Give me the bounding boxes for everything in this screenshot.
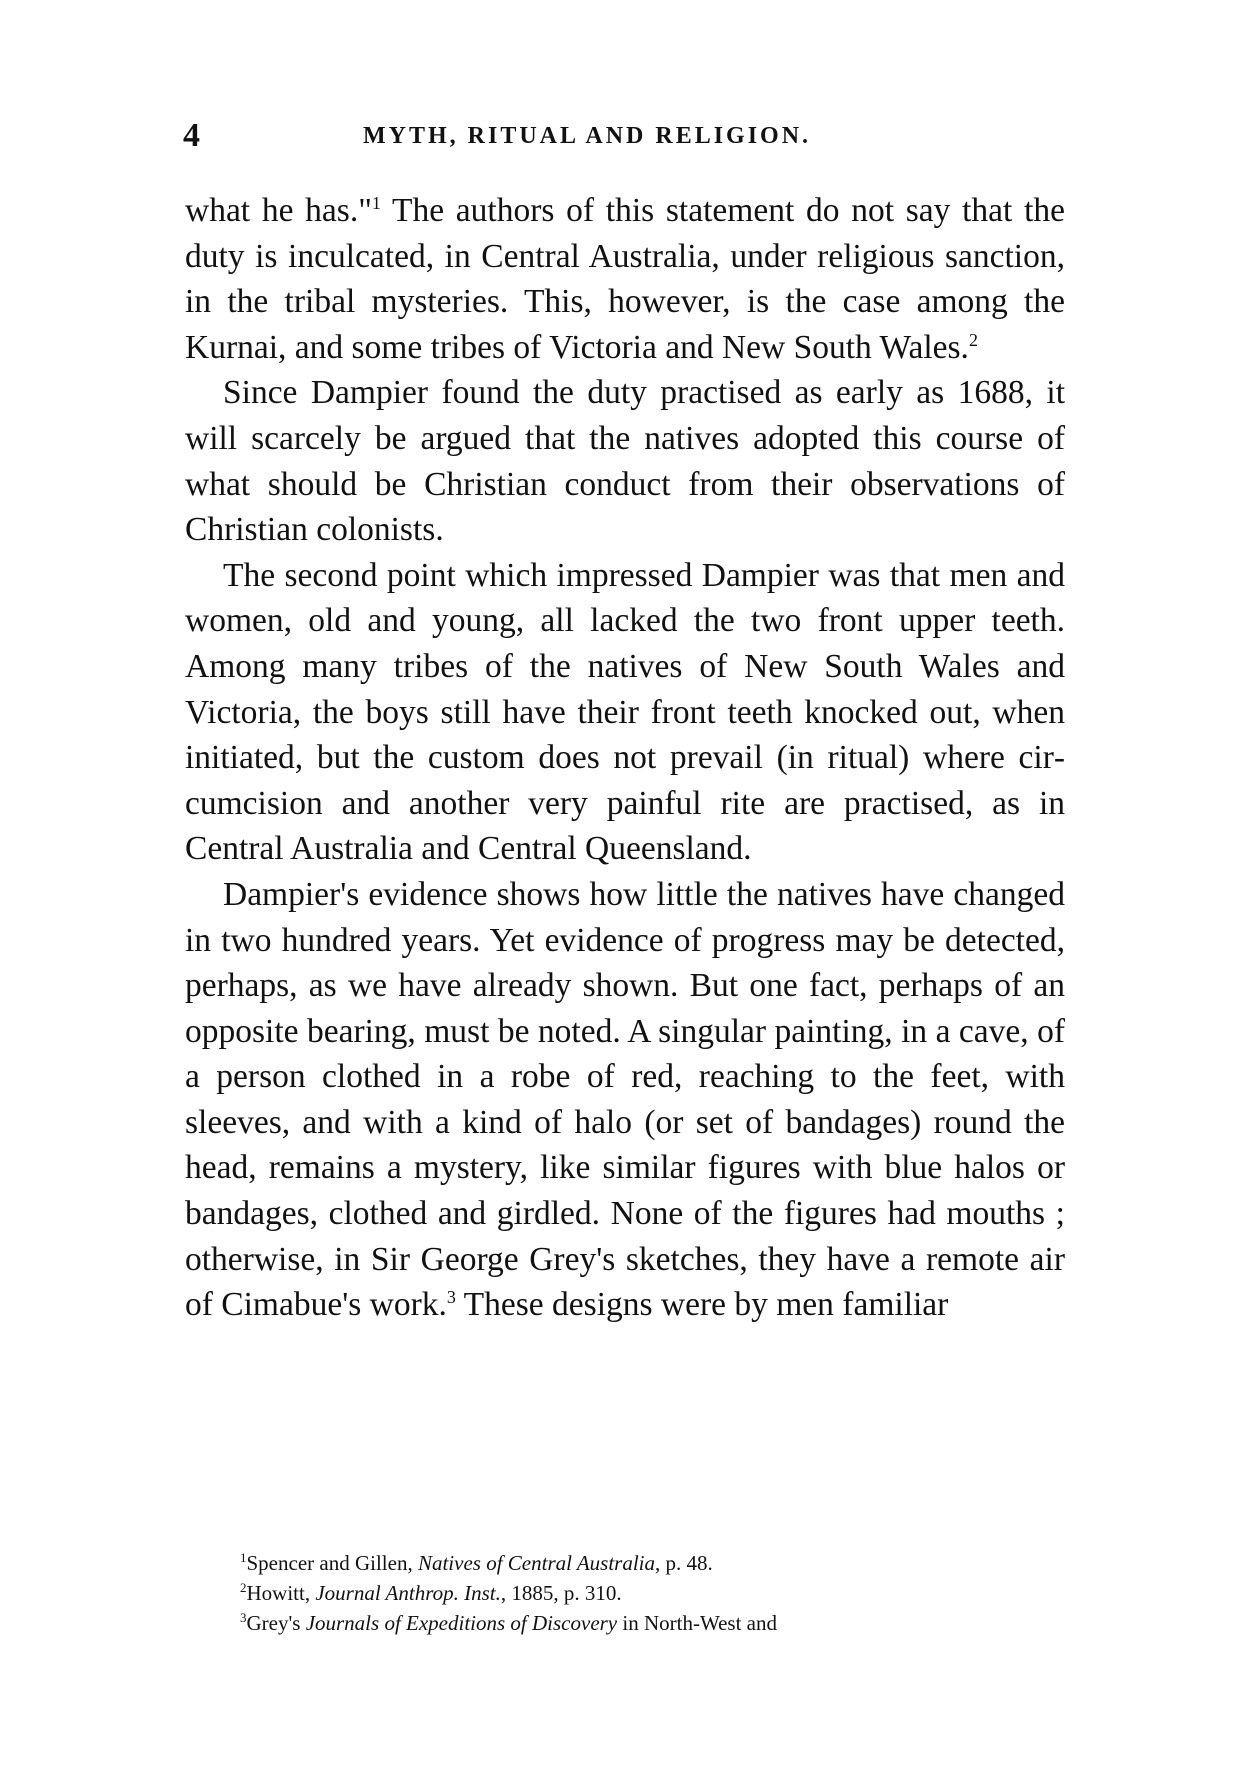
paragraph-1 <box>185 188 1065 370</box>
footnote <box>240 1578 1080 1608</box>
paragraph-1-text-a: what he has." <box>185 192 372 229</box>
footnote-title: Journal Anthrop. Inst. <box>315 1581 501 1605</box>
footnote-ref-1: 1 <box>371 192 381 213</box>
page-header <box>183 117 1063 157</box>
footnote-text: Spencer and Gillen, <box>246 1551 418 1575</box>
footnote <box>240 1548 1080 1578</box>
body-text <box>185 188 1065 1328</box>
footnote-marker: 1 <box>240 1550 247 1565</box>
footnote-marker: 3 <box>240 1610 247 1625</box>
footnote-title: Journals of Expeditions of Discovery <box>305 1611 618 1635</box>
footnote-text: Grey's <box>246 1611 306 1635</box>
footnote-ref-2: 2 <box>968 329 978 350</box>
footnote-marker: 2 <box>240 1580 247 1595</box>
paragraph-4-text-b: These designs were by men familiar <box>455 1286 949 1324</box>
paragraph-4 <box>185 872 1065 1328</box>
running-title: MYTH, RITUAL AND RELIGION. <box>363 123 812 149</box>
footnote-ref-3: 3 <box>446 1287 456 1308</box>
footnotes <box>240 1548 1080 1638</box>
footnote <box>240 1608 1080 1638</box>
footnote-title: Natives of Central Australia <box>417 1551 655 1575</box>
footnote-text: Howitt, <box>246 1581 316 1605</box>
footnote-text: in North-West and <box>617 1611 777 1635</box>
page-number: 4 <box>183 117 200 154</box>
paragraph-4-text-a: Dampier's evidence shows how little the natives have changed in two hundred years. Yet evidence of progress may be detected, perhaps, as we have already shown. But one fact, perhaps of an opposite bearing, must be noted. A singular painting, in a cave, of a person clothed in a robe of red, reaching to the feet, with sleeves, and with a kind of halo (or set of bandages) round the head, remains a mystery, like similar figures with blue halos or bandages, clothed and girdled. None of the figures had mouths ; otherwise, in Sir George Grey's sketches, they have a remote air of Cimabue's work. <box>185 875 1065 1324</box>
paragraph-1-text-b: The authors of this statement do not say that the duty is inculcated, in Central Australia, under religious sanction, in the tribal mysteries. This, however, is the case among the Kurnai, and some tribes of Victoria and New South Wales. <box>185 192 1065 366</box>
footnote-text: , p. 48. <box>655 1551 713 1575</box>
paragraph-2: Since Dampier found the duty practised as early as 1688, it will scarcely be argued that the natives adopted this course of what should be Christian conduct from their observations of Christian colonists. <box>185 374 1065 549</box>
paragraph-3: The second point which impressed Dampier was that men and women, old and young, all lacked the two front upper teeth. Among many tribes of the natives of New South Wales and Victoria, the boys still have their front teeth knocked out, when initiated, but the custom does not prevail (in ritual) where circumcision and another very painful rite are practised, as in Central Australia and Central Queensland. <box>185 556 1065 868</box>
footnote-text: , 1885, p. 310. <box>500 1581 622 1605</box>
